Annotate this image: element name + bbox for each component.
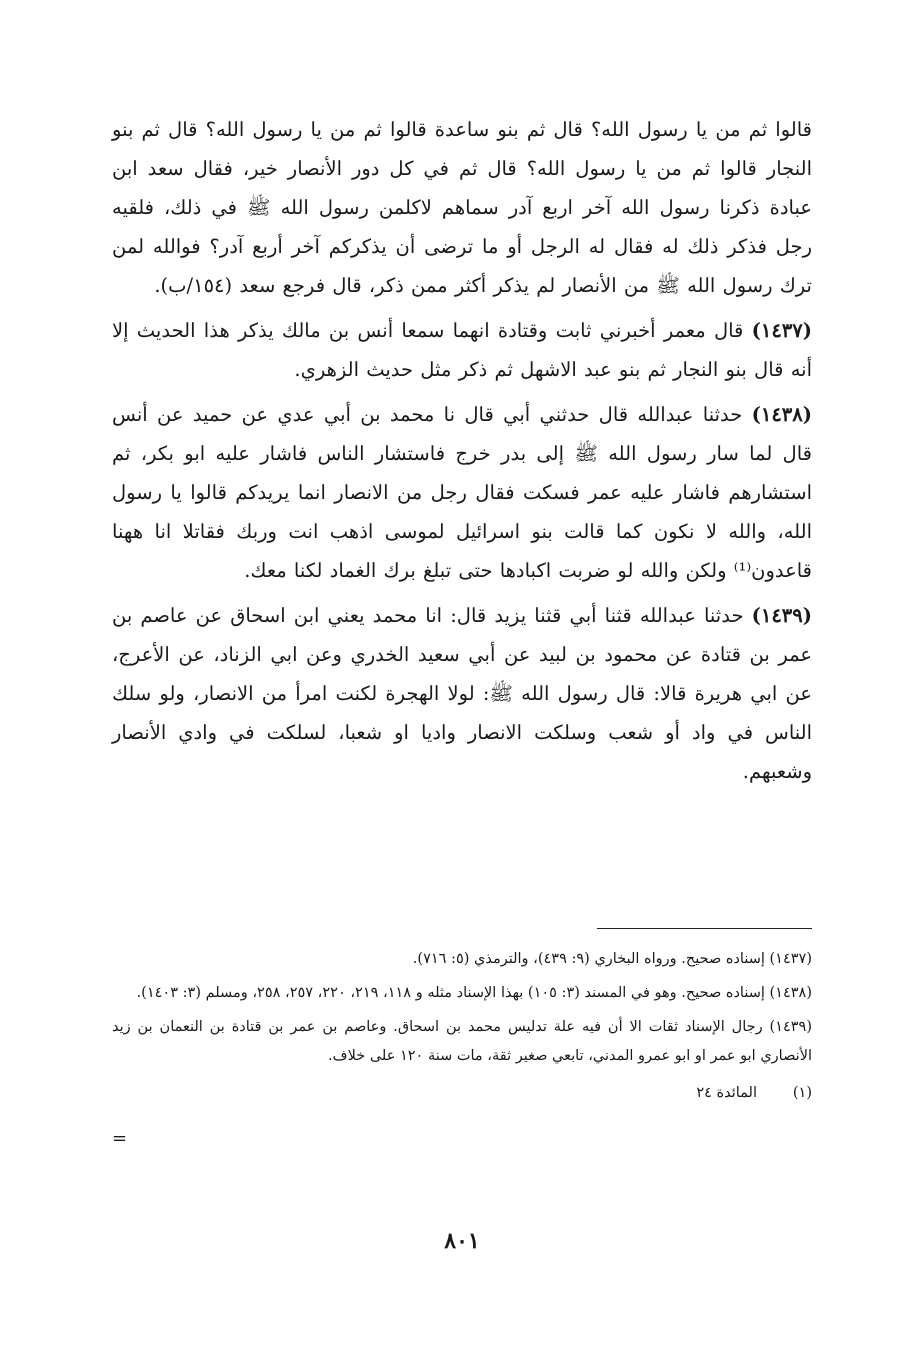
hadith-1438 bbox=[112, 395, 812, 590]
footnote-1437: (١٤٣٧) إسناده صحيح. ورواه البخاري (٩: ٤٣٩)، والترمذي (٥: ٧١٦). bbox=[412, 951, 812, 967]
hadith-text: قال معمر أخبرني ثابت وقتادة انهما سمعا أنس بن مالك يذكر هذا الحديث إلا أنه قال بنو النجار ثم بنو عبد الاشهل ثم ذكر مثل حديث الزهري. bbox=[112, 319, 812, 381]
footnotes bbox=[112, 945, 812, 1108]
hadith-1437 bbox=[112, 311, 812, 389]
hadith-number: (١٤٣٩) bbox=[751, 604, 812, 627]
footnote-reference bbox=[112, 1079, 812, 1108]
continuation-mark: = bbox=[112, 1128, 128, 1149]
paragraph-continuation bbox=[112, 110, 812, 305]
footnote-marker: (١) bbox=[792, 1085, 812, 1101]
hadith-text: حدثنا عبدالله قثنا أبي قثنا يزيد قال: انا محمد يعني ابن اسحاق عن عاصم بن عمر بن قتادة عن محمود بن لبيد عن أبي سعيد الخدري وعن ابي الزناد، عن الأعرج، عن ابي هريرة قالا: قال رسول الله ﷺ: لولا الهجرة لكنت امرأ من الانصار، ولو سلك الناس في واد أو شعب وسلكت الانصار واديا او شعبا، لسلكت في وادي الأنصار وشعبهم. bbox=[112, 604, 812, 783]
hadith-number: (١٤٣٧) bbox=[751, 319, 812, 342]
page-number: ٨٠١ bbox=[444, 1228, 480, 1254]
footnote-reference-text: المائدة ٢٤ bbox=[696, 1085, 757, 1101]
hadith-number: (١٤٣٨) bbox=[751, 403, 812, 426]
footnote-1439: (١٤٣٩) رجال الإسناد ثقات الا أن فيه علة تدليس محمد بن اسحاق. وعاصم بن عمر بن قتادة بن النعمان بن زيد الأنصاري ابو عمر او ابو عمرو المدني، تابعي صغير ثقة، مات سنة ١٢٠ على خلاف. bbox=[112, 1019, 812, 1064]
hadith-text: حدثنا عبدالله قال حدثني أبي قال نا محمد بن أبي عدي عن حميد عن أنس قال لما سار رسول الله ﷺ إلى بدر خرج فاستشار الناس فاشار عليه ابو بكر، ثم استشارهم فاشار عليه عمر فسكت فقال رجل من الانصار انما يريدكم قالوا يا رسول الله، والله لا نكون كما قالت بنو اسرائيل لموسى اذهب انت وربك فقاتلا انا ههنا قاعدون⁽¹⁾ ولكن والله لو ضربت اكبادها حتى تبلغ برك الغماد لكنا معك. bbox=[112, 403, 812, 582]
paragraph-text: قالوا ثم من يا رسول الله؟ قال ثم بنو ساعدة قالوا ثم من يا رسول الله؟ قال ثم بنو النجار قالوا ثم من يا رسول الله؟ قال ثم في كل دور الأنصار خير، فقال سعد ابن عبادة ذكرنا رسول الله آخر اربع آدر سماهم لاكلمن رسول الله ﷺ في ذلك، فلقيه رجل فذكر ذلك له فقال له الرجل أو ما ترضى أن يذكركم آخر أربع آدر؟ فوالله لمن ترك رسول الله ﷺ من الأنصار لم يذكر أكثر ممن ذكر، قال فرجع سعد (١٥٤/ب). bbox=[112, 118, 812, 297]
hadith-1439 bbox=[112, 596, 812, 791]
footnote-1438: (١٤٣٨) إسناده صحيح. وهو في المسند (٣: ١٠٥) بهذا الإسناد مثله و ١١٨، ٢١٩، ٢٢٠، ٢٥٧، ٢٥٨، ومسلم (٣: ١٤٠٣). bbox=[136, 985, 812, 1001]
footnote-separator bbox=[597, 928, 812, 929]
document-page bbox=[112, 110, 812, 1270]
